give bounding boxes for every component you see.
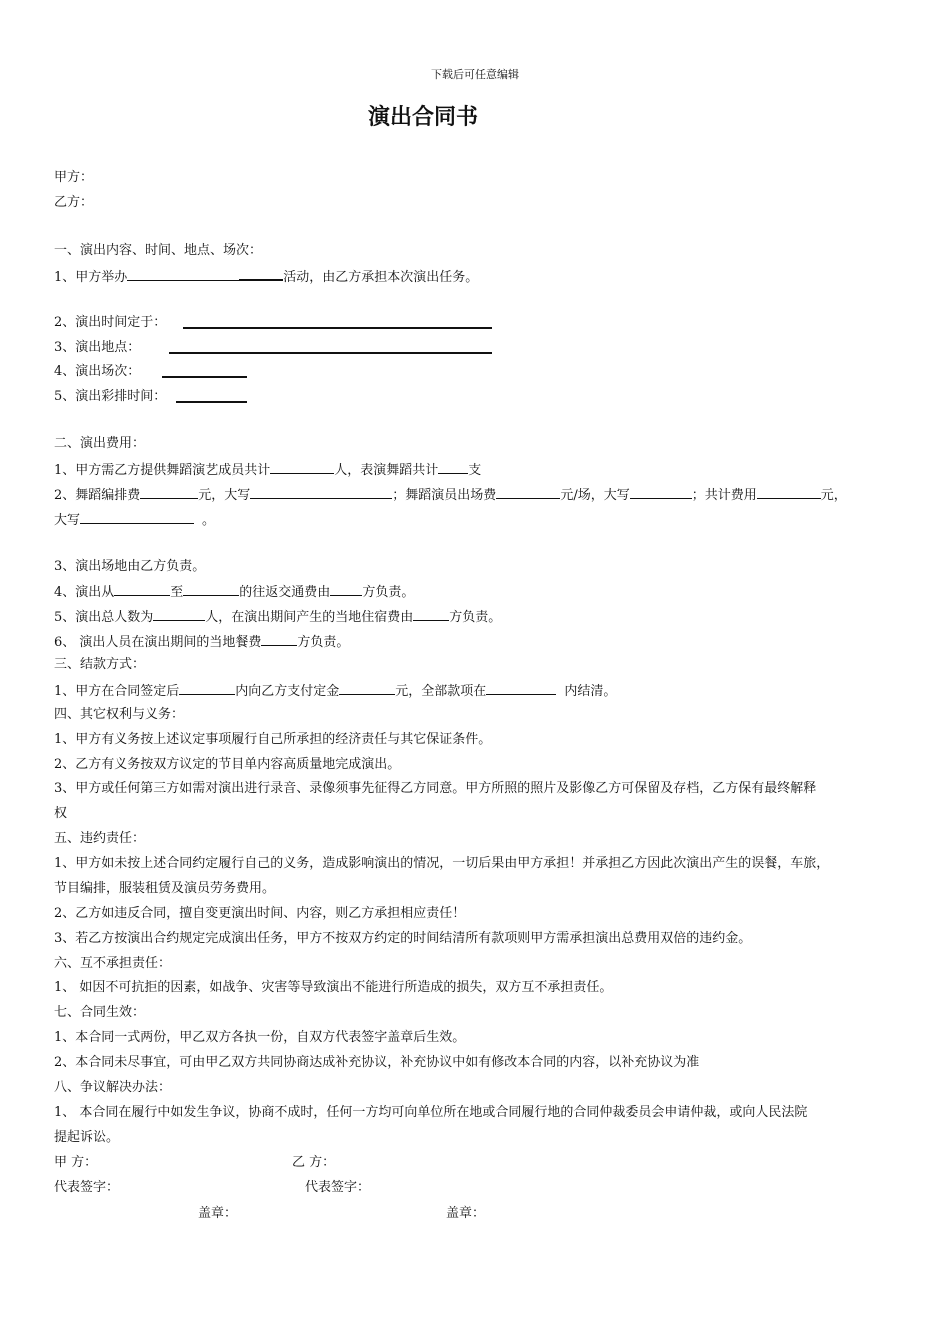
clause-4-1: 1、甲方有义务按上述议定事项履行自己所承担的经济责任与其它保证条件。 xyxy=(54,732,492,747)
clause-5-1-cont: 节目编排，服装租赁及演员劳务费用。 xyxy=(54,881,276,896)
clause-7-2: 2、本合同未尽事宜，可由甲乙双方共同协商达成补充协议，补充协议中如有修改本合同的内容，以补充协议为准 xyxy=(54,1055,700,1070)
clause-text: 元， xyxy=(820,488,847,503)
clause-text: 至 xyxy=(170,585,184,600)
clause-4-2: 2、乙方有义务按双方议定的节目单内容高质量地完成演出。 xyxy=(54,757,401,772)
blank-field xyxy=(496,486,560,499)
section-5-heading: 五、违约责任： xyxy=(54,831,146,846)
clause-text: ；共计费用 xyxy=(691,488,757,503)
signature-rep-a: 代表签字： xyxy=(54,1180,120,1195)
blank-field xyxy=(339,682,395,695)
section-4-heading: 四、其它权利与义务： xyxy=(54,707,185,722)
blank-field xyxy=(80,511,194,524)
blank-field xyxy=(250,486,392,499)
clause-text: 。 xyxy=(202,513,216,528)
blank-field xyxy=(413,608,449,621)
blank-field xyxy=(179,682,235,695)
section-6-heading: 六、互不承担责任： xyxy=(54,956,172,971)
clause-text: 支 xyxy=(468,463,482,478)
clause-4-3-cont: 权 xyxy=(54,806,68,821)
clause-text: 人，表演舞蹈共计 xyxy=(334,463,439,478)
clause-text: 元，全部款项在 xyxy=(395,684,487,699)
clause-2-1 xyxy=(54,461,481,479)
clause-1-2 xyxy=(54,315,166,331)
clause-text: 1、甲方举办 xyxy=(54,270,128,285)
clause-3-1 xyxy=(54,682,616,700)
section-3-heading: 三、结款方式： xyxy=(54,657,146,672)
clause-text: 1、甲方需乙方提供舞蹈演艺成员共计 xyxy=(54,463,271,478)
clause-text: 内向乙方支付定金 xyxy=(235,684,340,699)
clause-text: 方负责。 xyxy=(297,635,350,650)
clause-text: 元/场，大写 xyxy=(560,488,630,503)
clause-2-4 xyxy=(54,583,414,601)
blank-field xyxy=(438,461,468,474)
blank-field xyxy=(630,486,692,499)
blank-field xyxy=(183,583,239,596)
blank-field xyxy=(183,313,492,329)
clause-text: 2、舞蹈编排费 xyxy=(54,488,141,503)
clause-1-1 xyxy=(54,267,478,286)
clause-text: 4、演出从 xyxy=(54,585,115,600)
blank-field xyxy=(261,633,297,646)
clause-5-1: 1、甲方如未按上述合同约定履行自己的义务，造成影响演出的情况，一切后果由甲方承担！并承担乙方因此次演出产生的误餐，车旅， xyxy=(54,856,830,871)
blank-field xyxy=(127,268,239,281)
blank-field xyxy=(140,486,198,499)
blank-field xyxy=(153,608,205,621)
blank-field xyxy=(757,486,821,499)
signature-rep-b: 代表签字： xyxy=(305,1180,371,1195)
clause-4-3: 3、甲方或任何第三方如需对演出进行录音、录像须事先征得乙方同意。甲方所照的照片及影像乙方可保留及存档，乙方保有最终解释 xyxy=(54,781,817,796)
clause-text: 大写 xyxy=(54,513,81,528)
clause-text: ；舞蹈演员出场费 xyxy=(392,488,497,503)
blank-field xyxy=(114,583,170,596)
clause-2-2-cont xyxy=(54,511,215,529)
clause-2-3: 3、演出场地由乙方负责。 xyxy=(54,559,206,574)
clause-text: 方负责。 xyxy=(449,610,502,625)
clause-text: 1、甲方在合同签定后 xyxy=(54,684,180,699)
clause-2-6 xyxy=(54,633,349,651)
clause-text: 6、 演出人员在演出期间的当地餐费 xyxy=(54,635,262,650)
document-title: 演出合同书 xyxy=(367,105,478,130)
clause-1-5 xyxy=(54,389,166,405)
clause-text: 方负责。 xyxy=(362,585,415,600)
clause-text: 4、演出场次： xyxy=(54,364,141,379)
clause-6-1: 1、 如因不可抗拒的因素，如战争、灾害等导致演出不能进行所造成的损失，双方互不承担责任。 xyxy=(54,980,613,995)
seal-a: 盖章： xyxy=(198,1206,238,1221)
seal-b: 盖章： xyxy=(446,1206,486,1221)
clause-text: 人，在演出期间产生的当地住宿费由 xyxy=(205,610,414,625)
section-7-heading: 七、合同生效： xyxy=(54,1005,146,1020)
blank-field xyxy=(330,583,362,596)
signature-party-b: 乙 方： xyxy=(292,1155,336,1170)
clause-text: 活动，由乙方承担本次演出任务。 xyxy=(283,270,479,285)
clause-1-3 xyxy=(54,340,140,356)
blank-field xyxy=(239,267,283,281)
blank-field xyxy=(270,461,334,474)
blank-field xyxy=(176,387,247,403)
clause-text: 5、演出彩排时间： xyxy=(54,389,167,404)
section-1-heading: 一、演出内容、时间、地点、场次： xyxy=(54,243,263,258)
clause-text: 内结清。 xyxy=(564,684,617,699)
clause-text: 5、演出总人数为 xyxy=(54,610,154,625)
signature-party-a: 甲 方： xyxy=(54,1155,98,1170)
section-2-heading: 二、演出费用： xyxy=(54,436,146,451)
clause-text: 元，大写 xyxy=(198,488,251,503)
clause-text: 2、演出时间定于： xyxy=(54,315,167,330)
clause-text: 的往返交通费由 xyxy=(239,585,331,600)
clause-2-5 xyxy=(54,608,501,626)
party-a-label: 甲方： xyxy=(54,170,94,185)
blank-field xyxy=(486,682,556,695)
clause-5-2: 2、乙方如违反合同，擅自变更演出时间、内容，则乙方承担相应责任！ xyxy=(54,906,466,921)
clause-8-1: 1、 本合同在履行中如发生争议，协商不成时，任何一方均可向单位所在地或合同履行地的合同仲裁委员会申请仲裁，或向人民法院 xyxy=(54,1105,808,1120)
blank-field xyxy=(162,362,247,378)
section-8-heading: 八、争议解决办法： xyxy=(54,1080,172,1095)
clause-5-3: 3、若乙方按演出合约规定完成演出任务，甲方不按双方约定的时间结清所有款项则甲方需承担演出总费用双倍的违约金。 xyxy=(54,931,752,946)
clause-2-2 xyxy=(54,486,847,504)
header-note: 下载后可任意编辑 xyxy=(431,68,519,81)
clause-7-1: 1、本合同一式两份，甲乙双方各执一份，自双方代表签字盖章后生效。 xyxy=(54,1030,466,1045)
party-b-label: 乙方： xyxy=(54,195,94,210)
clause-8-1-cont: 提起诉讼。 xyxy=(54,1130,120,1145)
clause-text: 3、演出地点： xyxy=(54,340,141,355)
clause-1-4 xyxy=(54,364,140,380)
blank-field xyxy=(169,338,492,354)
